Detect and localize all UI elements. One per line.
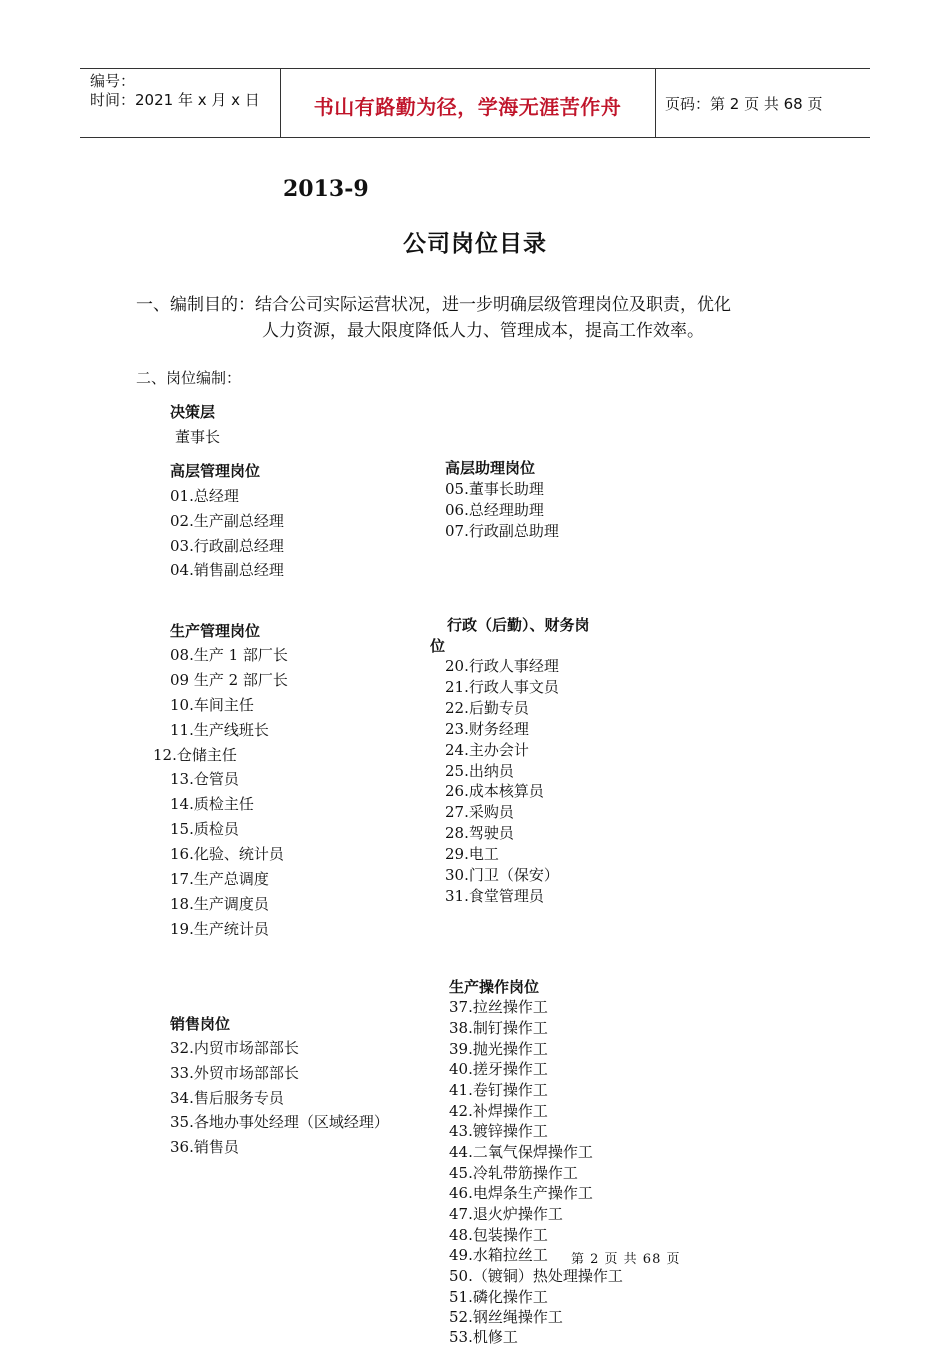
- list-item: 05.董事长助理: [445, 480, 544, 498]
- list-item: 32.内贸市场部部长: [170, 1039, 299, 1057]
- list-item: 26.成本核算员: [445, 782, 544, 800]
- admin-finance-head: 行政（后勤）、财务岗: [447, 616, 590, 634]
- list-item: 12.仓储主任: [153, 746, 237, 764]
- decision-head: 决策层: [170, 403, 216, 421]
- list-item: 48.包装操作工: [449, 1226, 548, 1244]
- list-item: 16.化验、统计员: [170, 845, 284, 863]
- list-item: 11.生产线班长: [170, 721, 269, 739]
- footer-page-number: 第 2 页 共 68 页: [571, 1252, 681, 1267]
- header-table: [80, 68, 870, 138]
- list-item: 30.门卫（保安）: [445, 866, 559, 884]
- list-item: 45.冷轧带筋操作工: [449, 1164, 578, 1182]
- list-item: 50.（镀铜）热处理操作工: [449, 1267, 623, 1285]
- senior-assist-head: 高层助理岗位: [445, 459, 536, 477]
- list-item: 21.行政人事文员: [445, 678, 559, 696]
- list-item: 20.行政人事经理: [445, 657, 559, 675]
- doc-time-label: 时间：2021 年 x 月 x 日: [90, 91, 260, 109]
- production-ops-head: 生产操作岗位: [449, 978, 540, 996]
- list-item: 14.质检主任: [170, 795, 254, 813]
- list-item: 27.采购员: [445, 803, 514, 821]
- section-2-heading: 二、岗位编制：: [136, 369, 242, 387]
- sales-head: 销售岗位: [170, 1015, 231, 1033]
- header-motto: 书山有路勤为径，学海无涯苦作舟: [313, 95, 622, 119]
- clipped-item-box: [445, 883, 645, 905]
- admin-finance-head-cont: 位: [430, 637, 446, 655]
- header-left-cell: [90, 72, 260, 110]
- page-title: 公司岗位目录: [403, 231, 547, 257]
- purpose-line-2: 人力资源，最大限度降低人力、管理成本，提高工作效率。: [262, 321, 704, 341]
- list-item: 04.销售副总经理: [170, 561, 284, 579]
- list-item: 52.钢丝绳操作工: [449, 1308, 563, 1326]
- list-item: 39.抛光操作工: [449, 1040, 548, 1058]
- header-page-code: 页码：第 2 页 共 68 页: [665, 95, 823, 113]
- list-item: 06.总经理助理: [445, 501, 544, 519]
- header-divider: [655, 69, 656, 137]
- list-item: 01.总经理: [170, 487, 239, 505]
- list-item: 37.拉丝操作工: [449, 998, 548, 1016]
- list-item: 09 生产 2 部厂长: [170, 671, 288, 689]
- list-item: 46.电焊条生产操作工: [449, 1184, 593, 1202]
- list-item: 53.机修工: [449, 1328, 518, 1346]
- list-item: 18.生产调度员: [170, 895, 269, 913]
- list-item: 42.补焊操作工: [449, 1102, 548, 1120]
- purpose-line-1: 一、编制目的：结合公司实际运营状况，进一步明确层级管理岗位及职责，优化: [136, 295, 731, 315]
- production-mgmt-head: 生产管理岗位: [170, 622, 261, 640]
- list-item: 33.外贸市场部部长: [170, 1064, 299, 1082]
- list-item: 36.销售员: [170, 1138, 239, 1156]
- list-item: 19.生产统计员: [170, 920, 269, 938]
- list-item: 41.卷钉操作工: [449, 1081, 548, 1099]
- list-item: 35.各地办事处经理（区域经理）: [170, 1113, 389, 1131]
- list-item: 23.财务经理: [445, 720, 529, 738]
- list-item: 13.仓管员: [170, 770, 239, 788]
- list-item: 51.磷化操作工: [449, 1288, 548, 1306]
- doc-number-label: 编号：: [90, 72, 136, 90]
- decision-item: 董事长: [175, 428, 221, 446]
- list-item: 10.车间主任: [170, 696, 254, 714]
- list-item: 28.驾驶员: [445, 824, 514, 842]
- list-item: 31.食堂管理员: [445, 887, 544, 905]
- list-item: 15.质检员: [170, 820, 239, 838]
- list-item: 24.主办会计: [445, 741, 529, 759]
- list-item: 49.水箱拉丝工: [449, 1246, 548, 1264]
- list-item: 22.后勤专员: [445, 699, 529, 717]
- list-item: 03.行政副总经理: [170, 537, 284, 555]
- list-item: 40.搓牙操作工: [449, 1060, 548, 1078]
- senior-mgmt-head: 高层管理岗位: [170, 462, 261, 480]
- list-item: 07.行政副总助理: [445, 522, 559, 540]
- list-item: 08.生产 1 部厂长: [170, 646, 288, 664]
- list-item: 38.制钉操作工: [449, 1019, 548, 1037]
- list-item: 34.售后服务专员: [170, 1089, 284, 1107]
- list-item: 47.退火炉操作工: [449, 1205, 563, 1223]
- list-item: 17.生产总调度: [170, 870, 269, 888]
- list-item: 25.出纳员: [445, 762, 514, 780]
- list-item: 29.电工: [445, 845, 499, 863]
- doc-year: 2013-9: [283, 176, 369, 202]
- list-item: 43.镀锌操作工: [449, 1122, 548, 1140]
- list-item: 02.生产副总经理: [170, 512, 284, 530]
- list-item: 44.二氧气保焊操作工: [449, 1143, 593, 1161]
